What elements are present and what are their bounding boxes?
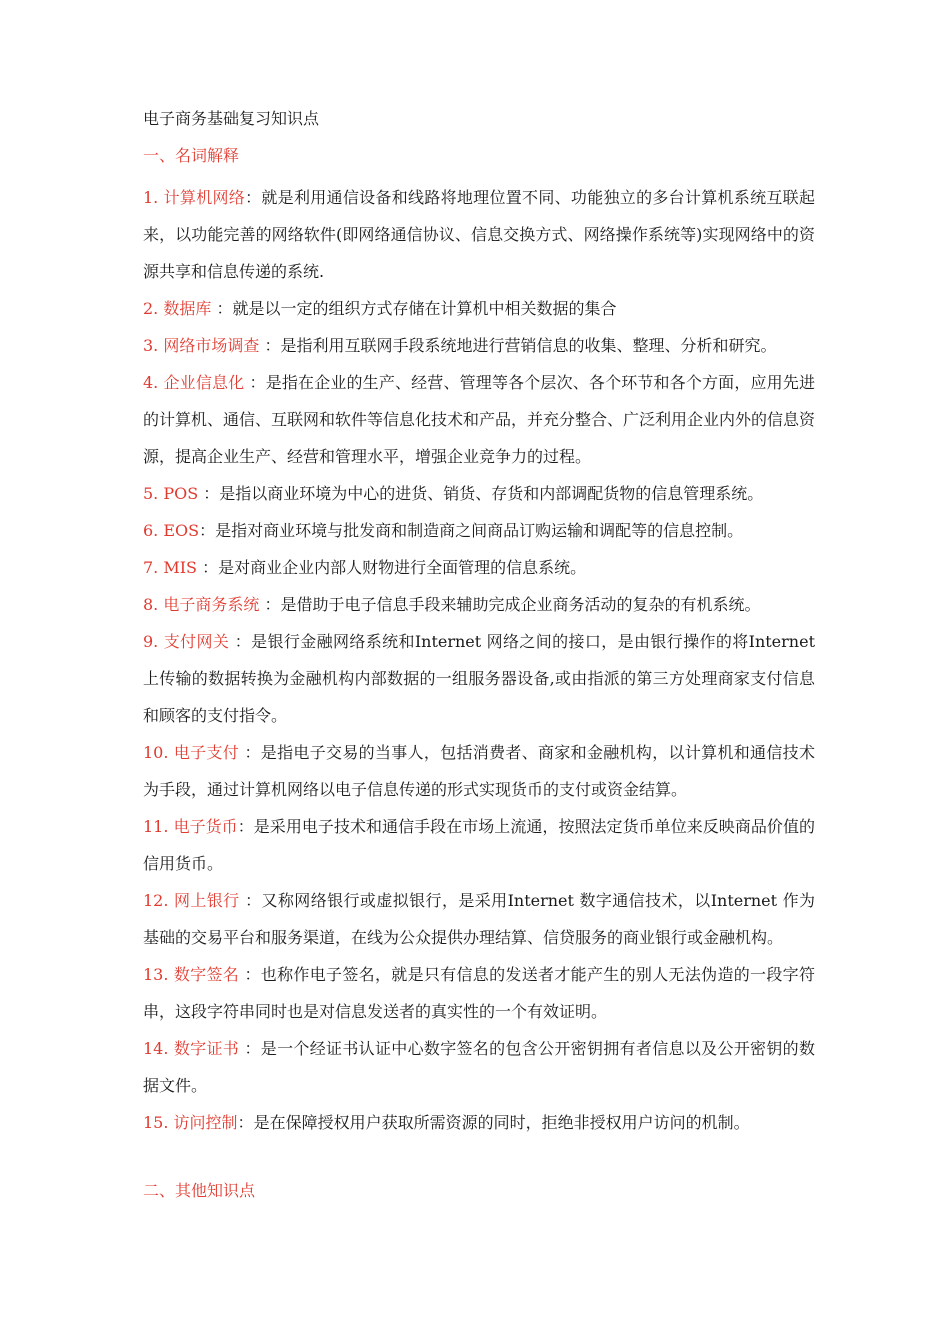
entry-term: 12. 网上银行: [143, 891, 240, 910]
definition-entry: [143, 179, 815, 290]
entry-text: 是指在企业的生产、经营、管理等各个层次、各个环节和各个方面，应用先进的计算机、通信、互联网和软件等信息化技术和产品，并充分整合、广泛利用企业内外的信息资源，提高企业生产、经营和管理水平，增强企业竞争力的过程。: [143, 373, 816, 466]
definition-entry: [143, 364, 815, 475]
entry-text: 是对商业企业内部人财物进行全面管理的信息系统。: [218, 558, 587, 577]
entry-text: 是指以商业环境为中心的进货、销货、存货和内部调配货物的信息管理系统。: [219, 484, 764, 503]
entry-term: 5. POS: [143, 484, 199, 503]
definition-entry: [143, 586, 815, 623]
entry-term: 13. 数字签名: [143, 965, 240, 984]
definition-entry: [143, 290, 815, 327]
entry-separator: ：: [239, 965, 261, 984]
entry-separator: ：: [239, 1039, 261, 1058]
entry-term: 8. 电子商务系统: [143, 595, 260, 614]
definition-entry: [143, 808, 815, 882]
entry-term: 1. 计算机网络: [143, 188, 246, 207]
definition-entry: [143, 956, 815, 1030]
entry-separator: ：: [197, 558, 219, 577]
entry-separator: ：: [244, 373, 266, 392]
entry-text: 又称网络银行或虚拟银行，是采用Internet 数字通信技术，以Internet 作为基础的交易平台和服务渠道，在线为公众提供办理结算、信贷服务的商业银行或金融机构。: [143, 891, 815, 947]
entry-term: 3. 网络市场调查: [143, 336, 260, 355]
entry-separator: ：: [211, 299, 233, 318]
definition-entry: [143, 1030, 815, 1104]
entry-term: 11. 电子货币: [143, 817, 238, 836]
definition-entry: [143, 475, 815, 512]
entry-separator: ：: [229, 632, 252, 651]
entry-term: 9. 支付网关: [143, 632, 230, 651]
entry-term: 14. 数字证书: [143, 1039, 240, 1058]
entry-separator: ：: [259, 336, 281, 355]
entry-separator: ：: [237, 1113, 254, 1132]
entry-text: 是一个经证书认证中心数字签名的包含公开密钥拥有者信息以及公开密钥的数据文件。: [143, 1039, 815, 1095]
entry-separator: ：: [259, 595, 281, 614]
definition-entry: [143, 1104, 815, 1141]
entry-text: 就是以一定的组织方式存储在计算机中相关数据的集合: [232, 299, 617, 318]
entry-text: 就是利用通信设备和线路将地理位置不同、功能独立的多台计算机系统互联起来，以功能完善的网络软件(即网络通信协议、信息交换方式、网络操作系统等)实现网络中的资源共享和信息传递的系统.: [143, 188, 815, 281]
entry-text: 是银行金融网络系统和Internet 网络之间的接口，是由银行操作的将Internet 上传输的数据转换为金融机构内部数据的一组服务器设备,或由指派的第三方处理商家支付信息和顾客的支付指令。: [143, 632, 816, 725]
definition-entry: [143, 327, 815, 364]
section-heading-other: 二、其他知识点: [143, 1181, 256, 1200]
entry-text: 是在保障授权用户获取所需资源的同时，拒绝非授权用户访问的机制。: [253, 1113, 750, 1132]
entry-separator: ：: [237, 817, 254, 836]
entry-term: 15. 访问控制: [143, 1113, 238, 1132]
section-spacer: [143, 1141, 815, 1177]
entry-separator: ：: [198, 484, 220, 503]
entry-term: 10. 电子支付: [143, 743, 240, 762]
section-heading-terms: 一、名词解释: [143, 146, 240, 165]
definition-entry: [143, 623, 815, 734]
document-title: 电子商务基础复习知识点: [143, 109, 320, 128]
entry-term: 7. MIS: [143, 558, 198, 577]
entry-text: 是指对商业环境与批发商和制造商之间商品订购运输和调配等的信息控制。: [215, 521, 744, 540]
entry-term: 4. 企业信息化: [143, 373, 245, 392]
document-page: [143, 105, 815, 1214]
entry-text: 也称作电子签名，就是只有信息的发送者才能产生的别人无法伪造的一段字符串，这段字符串同时也是对信息发送者的真实性的一个有效证明。: [143, 965, 815, 1021]
definition-list: [143, 179, 815, 1141]
entry-text: 是指利用互联网手段系统地进行营销信息的收集、整理、分析和研究。: [280, 336, 777, 355]
entry-separator: ：: [239, 891, 262, 910]
entry-term: 2. 数据库: [143, 299, 212, 318]
entry-text: 是借助于电子信息手段来辅助完成企业商务活动的复杂的有机系统。: [280, 595, 761, 614]
definition-entry: [143, 734, 815, 808]
entry-text: 是采用电子技术和通信手段在市场上流通，按照法定货币单位来反映商品价值的信用货币。: [143, 817, 815, 873]
entry-separator: ：: [199, 521, 216, 540]
definition-entry: [143, 882, 815, 956]
entry-term: 6. EOS: [143, 521, 200, 540]
entry-separator: ：: [245, 188, 262, 207]
definition-entry: [143, 549, 815, 586]
entry-text: 是指电子交易的当事人，包括消费者、商家和金融机构，以计算机和通信技术为手段，通过计算机网络以电子信息传递的形式实现货币的支付或资金结算。: [143, 743, 815, 799]
definition-entry: [143, 512, 815, 549]
entry-separator: ：: [239, 743, 261, 762]
